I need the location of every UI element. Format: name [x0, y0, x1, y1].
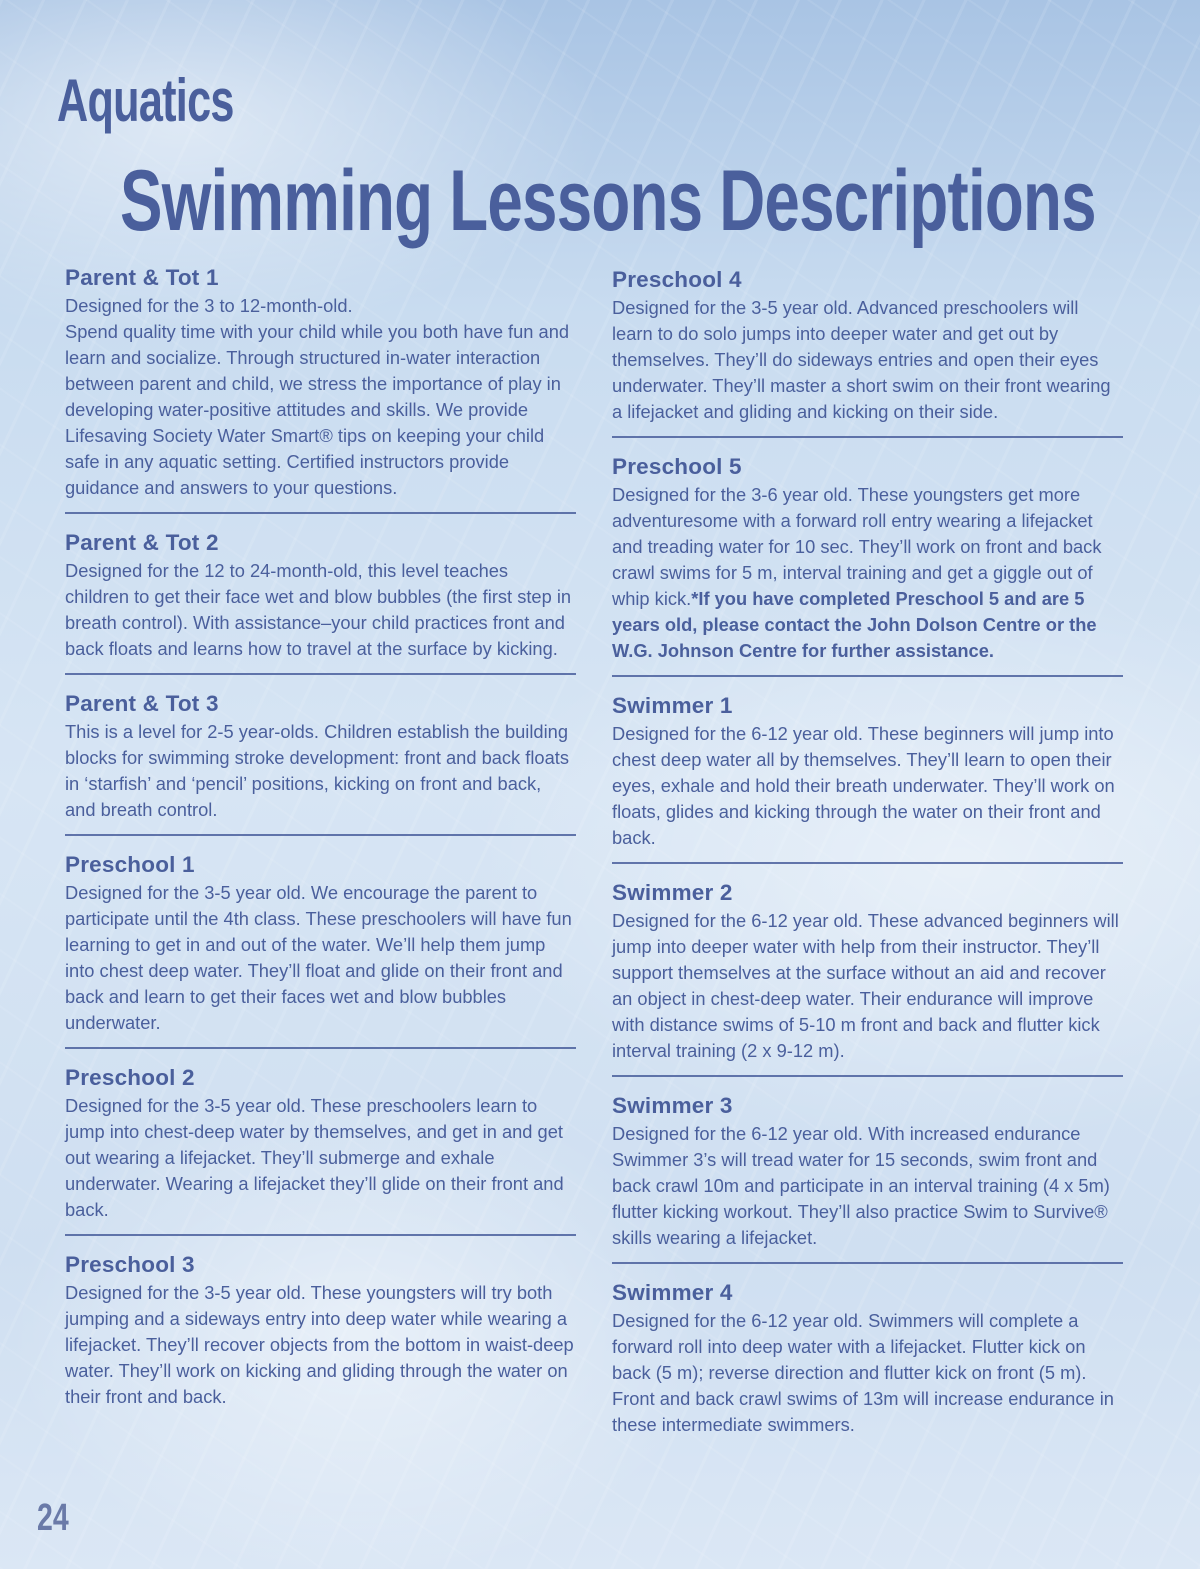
lesson-description: Designed for the 12 to 24-month-old, this level teaches children to get their face wet and blow bubbles (the first step in breath control). With assistance–your child practices front and back floats and learns how to travel at the surface by kicking. — [65, 560, 572, 659]
lesson-description — [612, 482, 1123, 664]
lesson-title: Preschool 5 — [612, 454, 742, 479]
divider — [612, 1075, 1123, 1077]
section-title: Aquatics — [57, 67, 234, 134]
divider — [612, 436, 1123, 438]
lesson-description: Designed for the 3-5 year old. These preschoolers learn to jump into chest-deep water by themselves, and get in and get out wearing a lifejacket. They’ll submerge and exhale underwater. Wearing a lifejacket they’ll glide on their front and back. — [65, 1095, 564, 1220]
divider — [612, 675, 1123, 677]
lesson-description: Designed for the 3-5 year old. Advanced preschoolers will learn to do solo jumps into deeper water and get out by themselves. They’ll do sideways entries and open their eyes underwater. They’ll master a short swim on their front wearing a lifejacket and gliding and kicking on their side. — [612, 297, 1111, 422]
lesson-description: This is a level for 2-5 year-olds. Children establish the building blocks for swimming stroke development: front and back floats in ‘starfish’ and ‘pencil’ positions, kicking on front and back, and breath control. — [65, 721, 569, 820]
lesson-title: Swimmer 4 — [612, 1280, 733, 1305]
divider — [65, 834, 576, 836]
lesson-swimmer-1 — [612, 691, 1123, 851]
lesson-title: Swimmer 3 — [612, 1093, 733, 1118]
lesson-title: Preschool 4 — [612, 267, 742, 292]
divider — [65, 1234, 576, 1236]
lesson-title: Parent & Tot 3 — [65, 691, 219, 716]
divider — [612, 862, 1123, 864]
lesson-description: Designed for the 3-5 year old. These youngsters will try both jumping and a sideways entry into deep water while wearing a lifejacket. They’ll recover objects from the bottom in waist-deep water. They’ll work on kicking and gliding through the water on their front and back. — [65, 1282, 574, 1407]
lesson-parent-tot-3 — [65, 689, 576, 823]
lesson-title: Parent & Tot 1 — [65, 265, 219, 290]
lesson-description: Designed for the 3 to 12-month-old. Spend quality time with your child while you both have fun and learn and socialize. Through structured in-water interaction between parent and child, we stress the importance of play in developing water-positive attitudes and skills. We provide Lifesaving Society Water Smart® tips on keeping your child safe in any aquatic setting. Certified instructors provide guidance and answers to your questions. — [65, 295, 570, 498]
divider — [65, 1047, 576, 1049]
lesson-description: Designed for the 3-5 year old. We encourage the parent to participate until the 4th class. These preschoolers will have fun learning to get in and out of the water. We’ll help them jump into chest deep water. They’ll float and glide on their front and back and learn to get their faces wet and blow bubbles underwater. — [65, 882, 572, 1033]
divider — [612, 1262, 1123, 1264]
lesson-swimmer-2 — [612, 878, 1123, 1064]
lesson-title: Preschool 1 — [65, 852, 195, 877]
divider — [65, 673, 576, 675]
lesson-parent-tot-1 — [65, 263, 576, 501]
lesson-title: Parent & Tot 2 — [65, 530, 219, 555]
lesson-preschool-5 — [612, 452, 1123, 664]
divider — [65, 512, 576, 514]
lesson-title: Preschool 2 — [65, 1065, 195, 1090]
lesson-description-text: Designed for the 3-6 year old. These youngsters get more adventuresome with a forward roll entry wearing a lifejacket and treading water for 10 sec. They’ll work on front and back crawl swims for 5 m, interval training and get a giggle out of whip kick. — [612, 484, 1102, 609]
lesson-preschool-1 — [65, 850, 576, 1036]
lesson-swimmer-3 — [612, 1091, 1123, 1251]
lesson-title: Preschool 3 — [65, 1252, 195, 1277]
lesson-preschool-2 — [65, 1063, 576, 1223]
lesson-parent-tot-2 — [65, 528, 576, 662]
left-column — [65, 263, 576, 1410]
lesson-description: Designed for the 6-12 year old. These advanced beginners will jump into deeper water with help from their instructor. They’ll support themselves at the surface without an aid and recover an object in chest-deep water. Their endurance will improve with distance swims of 5-10 m front and back and flutter kick interval training (2 x 9-12 m). — [612, 910, 1119, 1061]
lesson-preschool-3 — [65, 1250, 576, 1410]
lesson-title: Swimmer 1 — [612, 693, 733, 718]
lesson-description: Designed for the 6-12 year old. Swimmers will complete a forward roll into deep water with a lifejacket. Flutter kick on back (5 m); reverse direction and flutter kick on front (5 m). Front and back crawl swims of 13m will increase endurance in these intermediate swimmers. — [612, 1310, 1114, 1435]
lesson-description: Designed for the 6-12 year old. These beginners will jump into chest deep water all by themselves. They’ll learn to open their eyes, exhale and hold their breath underwater. They’ll work on floats, glides and kicking through the water on their front and back. — [612, 723, 1115, 848]
right-column — [612, 265, 1123, 1438]
lesson-preschool-4 — [612, 265, 1123, 425]
lesson-description: Designed for the 6-12 year old. With increased endurance Swimmer 3’s will tread water for 15 seconds, swim front and back crawl 10m and participate in an interval training (4 x 5m) flutter kicking workout. They’ll also practice Swim to Survive® skills wearing a lifejacket. — [612, 1123, 1110, 1248]
contact-note: *If you have completed Preschool 5 and are 5 years old, please contact the John Dolson Centre or the W.G. Johnson Centre for further assistance. — [612, 588, 1097, 661]
page-title: Swimming Lessons Descriptions — [120, 153, 1096, 249]
lesson-swimmer-4 — [612, 1278, 1123, 1438]
page-number: 24 — [37, 1497, 69, 1539]
lesson-title: Swimmer 2 — [612, 880, 733, 905]
